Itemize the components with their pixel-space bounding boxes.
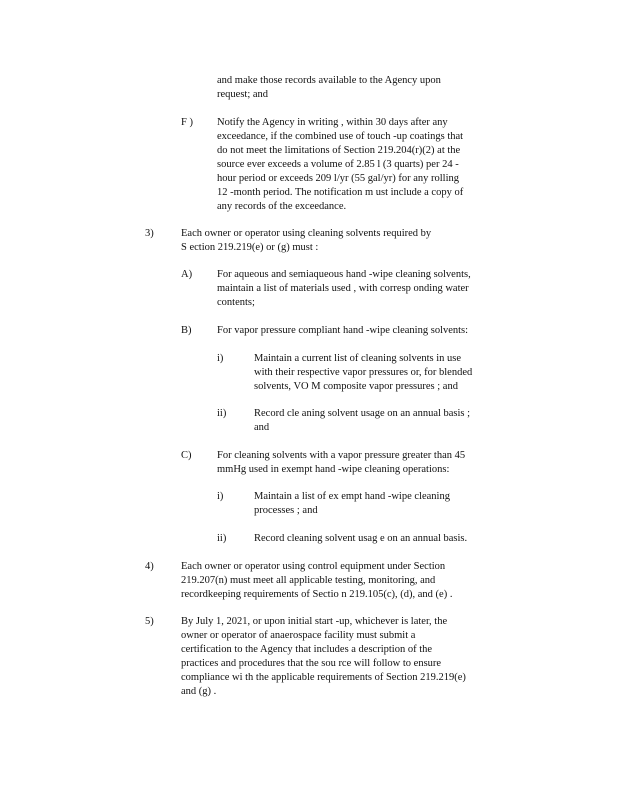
- text-line: with their respective vapor pressures or, for blended: [254, 367, 473, 378]
- paragraph: [217, 449, 501, 477]
- continuation-paragraph: [217, 74, 501, 102]
- text-line: Each owner or operator using control equipment under Section: [181, 561, 446, 572]
- text-line: owner or operator of anaerospace facility must submit a: [181, 630, 416, 641]
- list-marker: 4): [145, 561, 154, 572]
- text-line: and make those records available to the Agency upon: [217, 75, 441, 86]
- text-line: do not meet the limitations of Section 219.204(r)(2) at the: [217, 145, 461, 156]
- text-line: Maintain a current list of cleaning solvents in use: [254, 353, 462, 364]
- list-marker: 5): [145, 616, 154, 627]
- text-line: By July 1, 2021, or upon initial start -up, whichever is later, the: [181, 616, 448, 627]
- paragraph: [181, 615, 487, 699]
- text-line: maintain a list of materials used , with corresp onding water: [217, 283, 469, 294]
- list-marker: C): [181, 450, 192, 461]
- text-line: and (g) .: [181, 686, 217, 697]
- text-line: solvents, VO M composite vapor pressures ; and: [254, 381, 458, 392]
- text-line: contents;: [217, 297, 255, 308]
- paragraph: [254, 490, 494, 518]
- text-line: Each owner or operator using cleaning solvents required by: [181, 228, 432, 239]
- text-line: For cleaning solvents with a vapor pressure greater than 45: [217, 450, 466, 461]
- text-line: processes ; and: [254, 505, 318, 516]
- text-line: Record cleaning solvent usag e on an annual basis.: [254, 533, 468, 544]
- text-line: certification to the Agency that includes a description of the: [181, 644, 433, 655]
- paragraph: [254, 352, 494, 394]
- text-line: hour period or exceeds 209 l/yr (55 gal/yr) for any rolling: [217, 173, 460, 184]
- text-line: 12 -month period. The notification m ust include a copy of: [217, 187, 464, 198]
- paragraph: [217, 116, 501, 214]
- paragraph: [181, 560, 481, 602]
- paragraph: [217, 324, 501, 338]
- text-line: Notify the Agency in writing , within 30 days after any: [217, 117, 448, 128]
- list-marker: A): [181, 269, 193, 280]
- text-line: and: [254, 422, 270, 433]
- list-marker: ii): [217, 533, 227, 544]
- text-line: exceedance, if the combined use of touch -up coatings that: [217, 131, 464, 142]
- list-marker: F ): [181, 117, 193, 128]
- text-line: any records of the exceedance.: [217, 201, 347, 212]
- text-line: mmHg used in exempt hand -wipe cleaning operations:: [217, 464, 450, 475]
- text-line: recordkeeping requirements of Sectio n 219.105(c), (d), and (e) .: [181, 589, 453, 600]
- text-line: 219.207(n) must meet all applicable testing, monitoring, and: [181, 575, 436, 586]
- text-line: compliance wi th the applicable requirements of Section 219.219(e): [181, 672, 466, 683]
- text-line: For vapor pressure compliant hand -wipe cleaning solvents:: [217, 325, 469, 336]
- list-marker: B): [181, 325, 192, 336]
- paragraph: [181, 227, 471, 255]
- text-line: Record cle aning solvent usage on an annual basis ;: [254, 408, 471, 419]
- text-line: source ever exceeds a volume of 2.85 l (3 quarts) per 24 -: [217, 159, 459, 170]
- text-line: Maintain a list of ex empt hand -wipe cleaning: [254, 491, 450, 502]
- paragraph: [217, 268, 501, 310]
- list-marker: ii): [217, 408, 227, 419]
- text-line: request; and: [217, 89, 269, 100]
- paragraph: [254, 407, 494, 435]
- text-line: S ection 219.219(e) or (g) must :: [181, 242, 319, 253]
- list-marker: i): [217, 491, 224, 502]
- list-marker: 3): [145, 228, 154, 239]
- text-line: practices and procedures that the sou rce will follow to ensure: [181, 658, 442, 669]
- list-marker: i): [217, 353, 224, 364]
- paragraph: [254, 532, 494, 546]
- text-line: For aqueous and semiaqueous hand -wipe cleaning solvents,: [217, 269, 471, 280]
